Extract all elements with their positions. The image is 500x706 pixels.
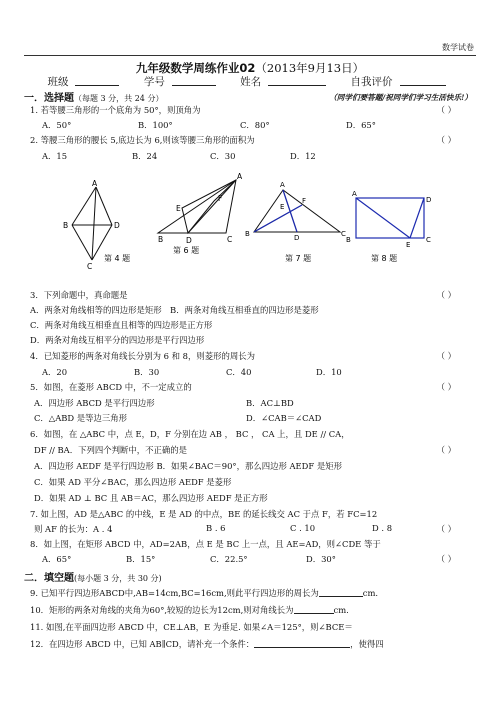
q7-option-c[interactable]: C . 10 [290, 523, 316, 533]
q3-option-ab[interactable]: A．两条对角线相等的四边形是矩形 B．两条对角线互相垂直的四边形是菱形 [30, 305, 319, 315]
q9-stem [30, 587, 378, 599]
q7-answer-paren[interactable]: （ ） [436, 524, 456, 534]
figure-7 [254, 190, 340, 232]
q2-option-d[interactable]: D．12 [290, 151, 316, 161]
q4-option-d[interactable]: D．10 [316, 367, 342, 377]
fig6-label-b: B [158, 235, 164, 244]
title-main: 九年级数学周练作业02 [135, 61, 256, 75]
q2-stem: 2. 等腰三角形的腰长 5,底边长为 6,则该等腰三角形的面积为 [30, 135, 255, 145]
q10-unit: cm. [333, 605, 349, 615]
header-rule [24, 55, 476, 56]
fig4-label-d: D [114, 221, 120, 230]
fig6-label-c: C [227, 235, 233, 244]
student-info [0, 74, 500, 89]
q11-stem [30, 621, 353, 633]
q3-option-c[interactable]: C．两条对角线互相垂直且相等的四边形是正方形 [30, 320, 213, 330]
q4-option-b[interactable]: B．30 [134, 367, 160, 377]
q1-option-a[interactable]: A．50° [42, 120, 72, 130]
fig6-label-e: E [176, 204, 181, 213]
q10-blank[interactable] [294, 604, 334, 614]
fig6-label-a: A [237, 172, 243, 181]
figures-row [0, 165, 500, 275]
q7-option-b[interactable]: B . 6 [206, 523, 226, 533]
q5-option-d[interactable]: D．∠CAB＝∠CAD [246, 413, 322, 423]
q2-option-b[interactable]: B．24 [132, 151, 158, 161]
fig8-label-d: D [426, 196, 432, 204]
q8-answer-paren[interactable]: （ ） [436, 554, 456, 564]
fig6-caption: 第 6 题 [173, 246, 200, 255]
motto: （同学们要答题/祝同学们学习生活快乐!） [329, 93, 472, 102]
q6-option-d[interactable]: D．如果 AD ⊥ BC 且 AB＝AC，那么四边形 AEDF 是正方形 [34, 493, 268, 503]
figure-8 [356, 198, 424, 238]
q6-stem-2: DF // BA．下列四个判断中，不正确的是 [34, 445, 187, 455]
q7-option-d[interactable]: D . 8 [372, 523, 393, 533]
section1-heading [24, 89, 163, 104]
q2-answer-paren[interactable]: （ ） [436, 135, 456, 145]
q1-answer-paren[interactable]: （ ） [436, 105, 456, 115]
q12-tail: ，使得四 [350, 639, 384, 649]
fig7-caption: 第 7 题 [285, 254, 312, 263]
q4-stem: 4．已知菱形的两条对角线长分别为 6 和 8，则菱形的周长为 [30, 351, 255, 361]
section2-title: 二．填空题 [24, 573, 74, 584]
q9-unit: cm. [362, 588, 379, 598]
q9-text: 9. 已知平行四边形ABCD中,AB=14cm,BC=16cm,则此平行四边形的周长为 [30, 588, 319, 598]
q7-stem: 7. 如上图，AD 是△ABC 的中线，E 是 AD 的中点，BE 的延长线交 AC 于点 F，若 FC=12 [30, 509, 378, 519]
q3-answer-paren[interactable]: （ ） [436, 290, 456, 300]
q5-option-c[interactable]: C．△ABD 是等边三角形 [34, 413, 128, 423]
fig7-label-c: C [341, 230, 346, 238]
figure-6 [158, 180, 236, 233]
q1-stem: 1. 若等腰三角形的一个底角为 50°，则顶角为 [30, 105, 201, 115]
q8-option-d[interactable]: D．30° [306, 554, 336, 564]
section1-title: 一．选择题 [24, 93, 74, 104]
figure-4 [72, 187, 112, 260]
q2-option-a[interactable]: A．15 [42, 151, 68, 161]
q1-option-c[interactable]: C．80° [240, 120, 270, 130]
q1-option-b[interactable]: B．100° [138, 120, 173, 130]
class-label: 班级 [47, 76, 69, 88]
q6-answer-paren[interactable]: （ ） [436, 445, 456, 455]
q12-text: 12．在四边形 ABCD 中，已知 AB∥CD，请补充一个条件： [30, 639, 255, 649]
q3-stem: 3．下列命题中，真命题是 [30, 290, 128, 300]
name-blank[interactable] [268, 76, 326, 86]
number-blank[interactable] [172, 76, 216, 86]
name-label: 姓名 [240, 76, 262, 88]
q8-option-a[interactable]: A．65° [42, 554, 72, 564]
evaluation-label: 自我评价 [350, 76, 393, 88]
q1-option-d[interactable]: D．65° [346, 120, 376, 130]
title-date: （2013年9月13日） [255, 61, 365, 75]
section2-note: (每小题 3 分，共 30 分) [74, 574, 162, 583]
fig8-label-b: B [346, 236, 351, 244]
fig8-label-c: C [426, 236, 431, 244]
fig6-label-d: D [186, 236, 192, 245]
fig6-label-f: F [218, 194, 223, 203]
q7-stem-2: 则 AF 的长为：A . 4 [34, 524, 113, 534]
q8-option-c[interactable]: C．22.5° [210, 554, 248, 564]
q11-text: 11. 如图,在平面四边形 ABCD 中，CE⊥AB，E 为垂足. 如果∠A＝125°，则∠BCE＝ [30, 622, 353, 632]
number-label: 学号 [143, 76, 165, 88]
q5-option-a[interactable]: A．四边形 ABCD 是平行四边形 [34, 398, 155, 408]
q3-option-d[interactable]: D．两条对角线互相平分的四边形是平行四边形 [30, 335, 205, 345]
q4-option-a[interactable]: A．20 [42, 367, 68, 377]
q5-answer-paren[interactable]: （ ） [436, 382, 456, 392]
q12-stem [30, 638, 384, 650]
fig4-caption: 第 4 题 [104, 254, 131, 263]
q5-stem: 5．如图，在菱形 ABCD 中，不一定成立的 [30, 382, 192, 392]
fig7-label-f: F [302, 197, 307, 205]
q8-stem: 8．如上图，在矩形 ABCD 中，AD=2AB，点 E 是 BC 上一点，且 AE=AD，则∠CDE 等于 [30, 539, 381, 549]
q6-stem: 6．如图，在 △ABC 中，点 E，D，F 分别在边 AB ， BC ， CA 上，且 DE // CA， [30, 429, 350, 439]
fig8-label-a: A [352, 190, 357, 198]
q10-stem [30, 604, 349, 616]
q12-blank[interactable] [254, 638, 350, 648]
fig7-label-a: A [280, 181, 285, 189]
q2-option-c[interactable]: C．30 [210, 151, 236, 161]
q4-option-c[interactable]: C．40 [226, 367, 252, 377]
fig7-label-d: D [294, 234, 300, 242]
q6-option-c[interactable]: C．如果 AD 平分∠BAC，那么四边形 AEDF 是菱形 [34, 477, 232, 487]
section2-heading [24, 569, 162, 584]
fig4-label-c: C [87, 262, 93, 271]
section1-note: （每题 3 分，共 24 分） [74, 94, 164, 103]
fig8-caption: 第 8 题 [371, 254, 398, 263]
fig4-label-a: A [92, 179, 98, 188]
fig8-label-e: E [406, 241, 411, 249]
evaluation-blank[interactable] [400, 76, 446, 86]
fig7-label-e: E [280, 203, 285, 211]
q8-option-b[interactable]: B．15° [126, 554, 156, 564]
q6-option-ab[interactable]: A．四边形 AEDF 是平行四边形 B．如果∠BAC＝90°，那么四边形 AEDF 是矩形 [34, 461, 342, 471]
q5-option-b[interactable]: B．AC⊥BD [246, 398, 294, 408]
fig7-label-b: B [245, 230, 250, 238]
q9-blank[interactable] [319, 587, 363, 597]
header-subject: 数学试卷 [442, 43, 474, 52]
q10-text: 10．矩形的两条对角线的夹角为60°,较短的边长为12cm,则对角线长为 [30, 605, 294, 615]
fig4-label-b: B [63, 221, 69, 230]
figure-7-highlight [254, 190, 302, 232]
q4-answer-paren[interactable]: （ ） [436, 351, 456, 361]
class-blank[interactable] [75, 76, 119, 86]
